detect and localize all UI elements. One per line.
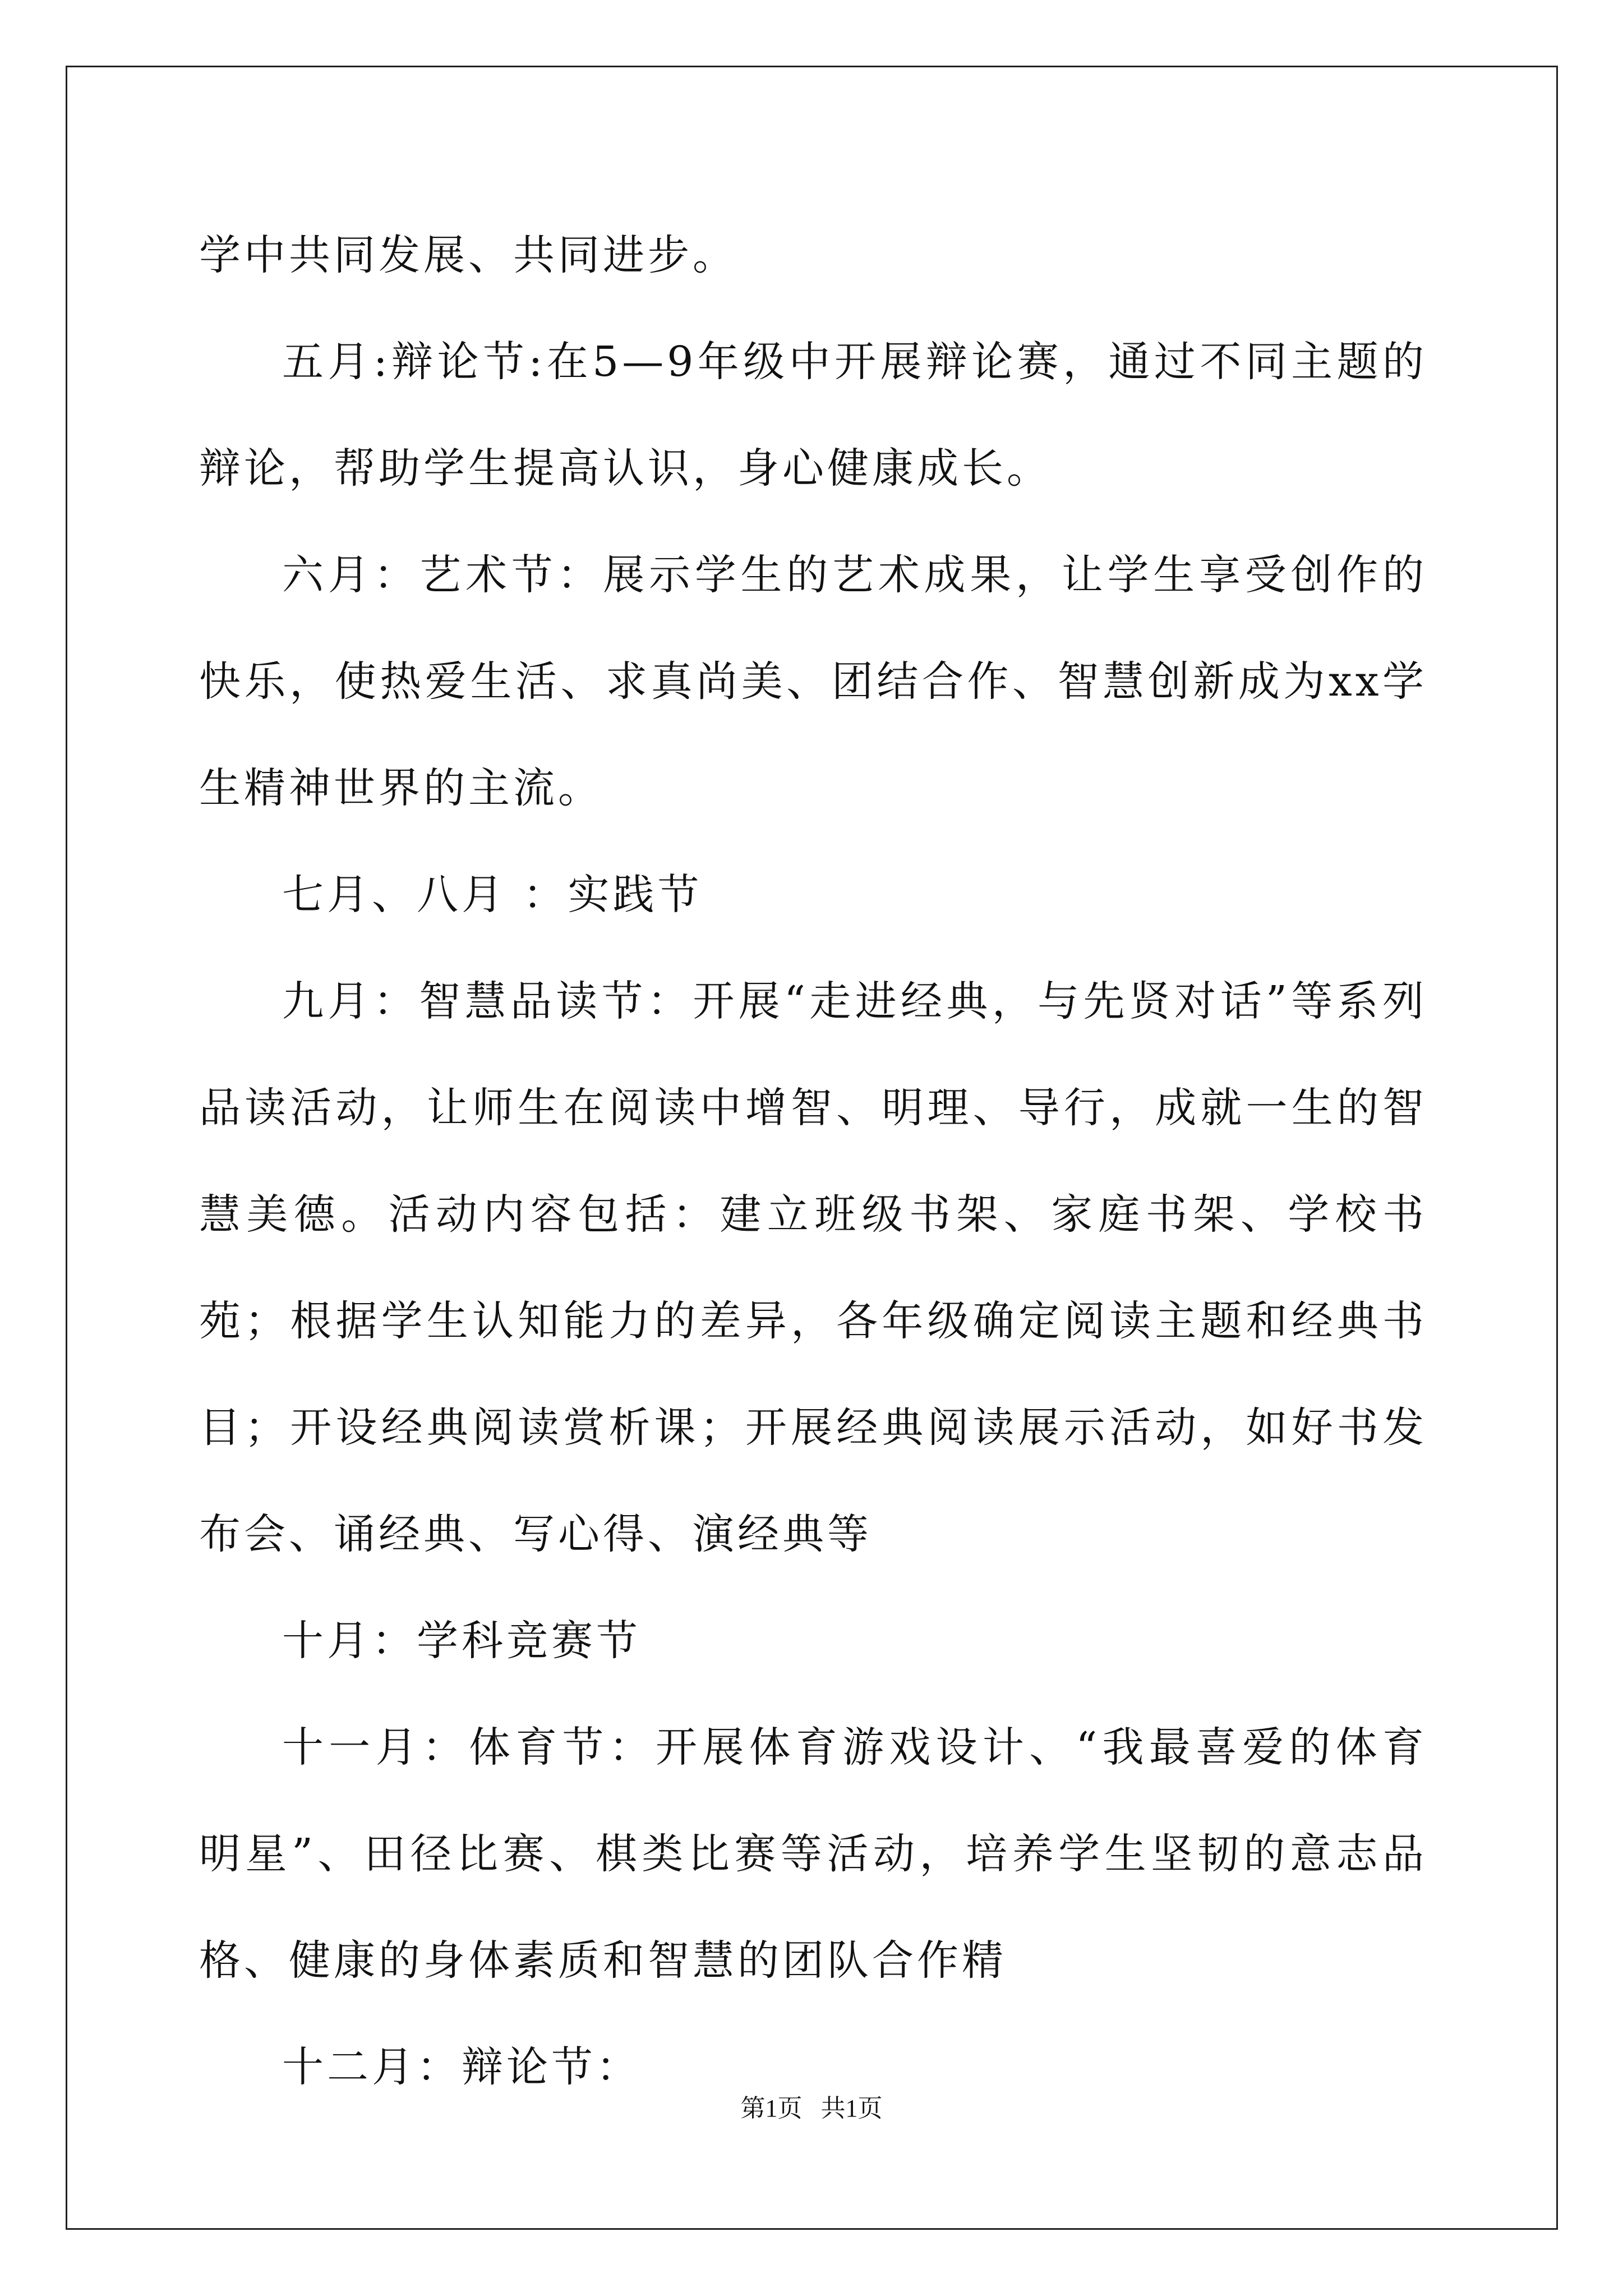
- page-number-footer: 第1页 共1页: [740, 2095, 883, 2122]
- paragraph-june-art-festival: 六月：艺术节：展示学生的艺术成果，让学生享受创作的快乐，使热爱生活、求真尚美、团结合作、智慧创新成为xx学生精神世界的主流。: [199, 551, 1427, 812]
- paragraph-may-debate-festival: 五月:辩论节:在5—9年级中开展辩论赛，通过不同主题的辩论，帮助学生提高认识，身心健康成长。: [199, 338, 1427, 493]
- document-body: [199, 202, 1427, 2120]
- paragraph-continuation: 学中共同发展、共同进步。: [199, 231, 737, 279]
- paragraph-october-subject-competition: 十月：学科竞赛节: [282, 1617, 641, 1665]
- paragraph-july-august-practice-festival: 七月、八月 ：实践节: [282, 871, 703, 919]
- paragraph-december-debate-festival: 十二月：辩论节：: [282, 2043, 641, 2091]
- paragraph-november-sports-festival: 十一月：体育节：开展体育游戏设计、“我最喜爱的体育明星”、田径比赛、棋类比赛等活动，培养学生坚韧的意志品格、健康的身体素质和智慧的团队合作精: [199, 1723, 1427, 1985]
- paragraph-september-reading-festival: 九月：智慧品读节：开展“走进经典，与先贤对话”等系列品读活动，让师生在阅读中增智、明理、导行，成就一生的智慧美德。活动内容包括：建立班级书架、家庭书架、学校书苑；根据学生认知能力的差异，各年级确定阅读主题和经典书目；开设经典阅读赏析课；开展经典阅读展示活动，如好书发布会、诵经典、写心得、演经典等: [199, 977, 1427, 1558]
